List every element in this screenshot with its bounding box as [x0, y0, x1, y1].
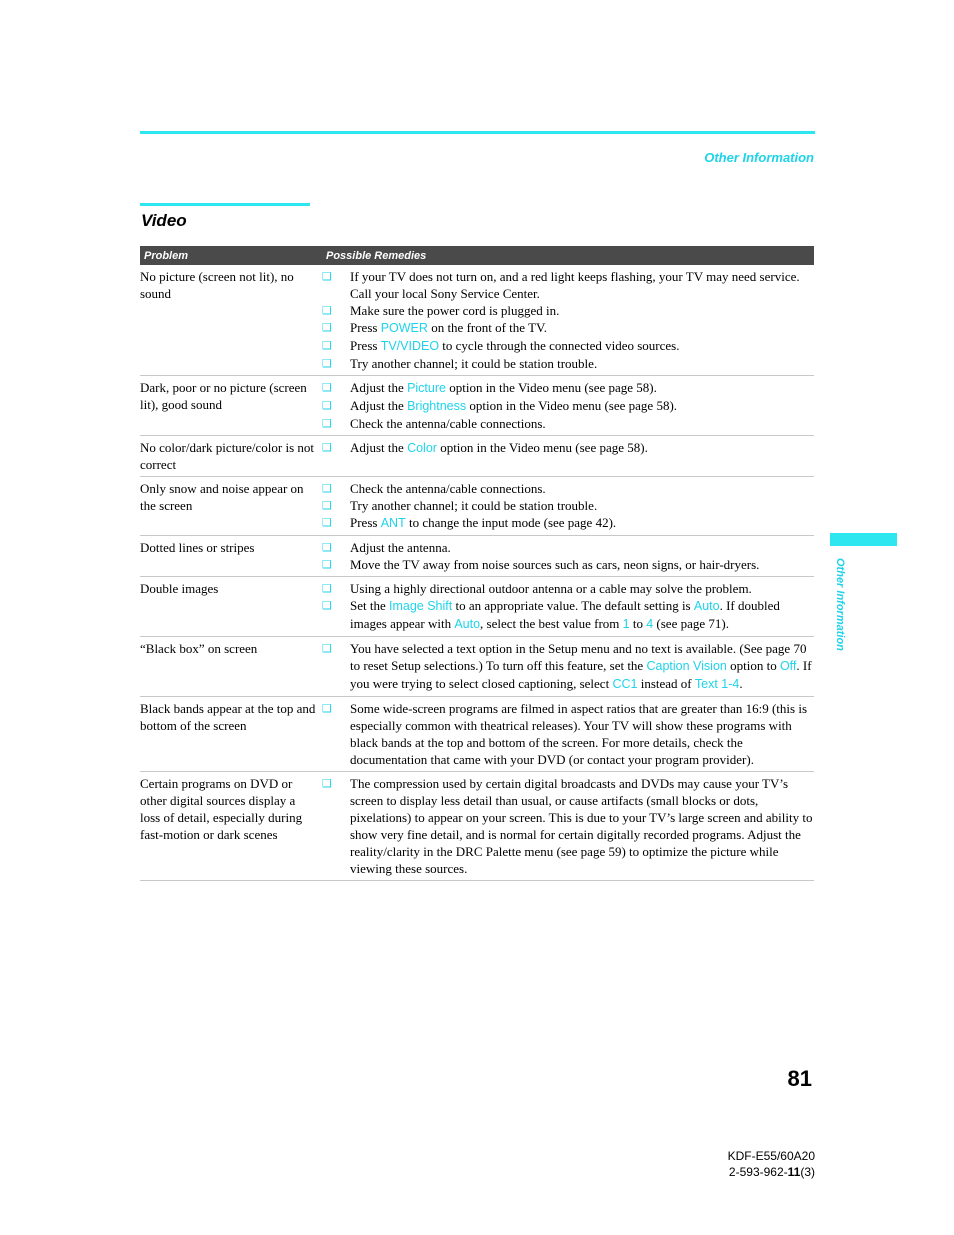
problem-cell: Dotted lines or stripes [140, 540, 255, 555]
checkbox-bullet-icon: ❑ [322, 642, 332, 655]
table-row [140, 536, 814, 577]
remedy-item [322, 337, 814, 355]
remedies-cell [322, 580, 814, 633]
remedy-item [322, 302, 814, 319]
remedy-text-segment: Adjust the [350, 440, 408, 455]
menu-option-name: Caption Vision [646, 659, 727, 673]
remedy-text [350, 319, 814, 337]
remedies-cell [322, 640, 814, 693]
remedy-text [350, 397, 814, 415]
table-row [140, 697, 814, 772]
remedy-text [350, 355, 814, 372]
checkbox-bullet-icon: ❑ [322, 482, 332, 495]
checkbox-bullet-icon: ❑ [322, 541, 332, 554]
remedy-text-segment: to an appropriate value. The default setting is [452, 598, 694, 613]
remedy-text-segment: on the front of the TV. [427, 320, 547, 335]
remedy-text [350, 775, 814, 877]
menu-option-name: 1 [622, 617, 630, 631]
checkbox-bullet-icon: ❑ [322, 441, 332, 454]
remedy-text-segment: Set the [350, 598, 389, 613]
problem-cell: No picture (screen not lit), no sound [140, 269, 294, 301]
problem-cell: “Black box” on screen [140, 641, 258, 656]
checkbox-bullet-icon: ❑ [322, 399, 332, 412]
remedy-text [350, 439, 814, 457]
menu-option-name: Picture [407, 381, 446, 395]
menu-option-name: ANT [380, 516, 406, 530]
remedy-text-segment: Move the TV away from noise sources such as cars, neon signs, or hair-dryers. [350, 557, 760, 572]
remedy-text [350, 514, 814, 532]
checkbox-bullet-icon: ❑ [322, 304, 332, 317]
remedy-text-segment: Make sure the power cord is plugged in. [350, 303, 560, 318]
checkbox-bullet-icon: ❑ [322, 582, 332, 595]
side-tab-marker [830, 533, 897, 546]
menu-option-name: Color [407, 441, 437, 455]
part-number-suffix: (3) [800, 1165, 815, 1179]
remedy-item [322, 775, 814, 877]
remedy-text-segment: to change the input mode (see page 42). [405, 515, 617, 530]
remedy-item [322, 480, 814, 497]
table-row [140, 265, 814, 376]
menu-option-name: TV/VIDEO [380, 339, 440, 353]
remedy-text-segment: You have selected a text option in the Setup menu and no text is available. (See page 70 to reset Setup selections.) To turn off this feature, set the [350, 641, 807, 673]
remedy-item [322, 415, 814, 432]
remedy-text-segment: Adjust the [350, 380, 408, 395]
part-number-bold: 11 [787, 1165, 801, 1179]
checkbox-bullet-icon: ❑ [322, 702, 332, 715]
problem-cell: Only snow and noise appear on the screen [140, 481, 304, 513]
checkbox-bullet-icon: ❑ [322, 417, 332, 430]
remedy-text [350, 337, 814, 355]
problem-cell: Certain programs on DVD or other digital sources display a loss of detail, especially during fast-motion or dark scenes [140, 776, 303, 842]
header-section-title: Other Information [704, 150, 814, 165]
remedy-item [322, 439, 814, 457]
remedy-text [350, 480, 814, 497]
remedy-text [350, 556, 814, 573]
section-rule [140, 203, 310, 206]
remedies-cell [322, 480, 814, 532]
remedy-text-segment: option in the Video menu (see page 58). [436, 440, 648, 455]
remedy-item [322, 379, 814, 397]
remedy-item [322, 539, 814, 556]
column-header-remedies: Possible Remedies [326, 249, 427, 262]
remedy-text-segment: Try another channel; it could be station trouble. [350, 498, 598, 513]
remedy-text-segment: (see page 71). [653, 616, 729, 631]
remedy-text-segment: The compression used by certain digital broadcasts and DVDs may cause your TV’s screen to display less detail than usual, or cause artifacts (small blocks or dots, pixelations) to appear on your screen. This is due to your TV’s large screen and ability to show very fine detail, and is normal for certain digitally recorded programs. Adjust the reality/clarity in the DRC Palette menu (see page 59) to optimize the picture while viewing these sources. [350, 776, 813, 876]
table-row [140, 376, 814, 436]
remedy-item [322, 355, 814, 372]
menu-option-name: Brightness [407, 399, 467, 413]
checkbox-bullet-icon: ❑ [322, 777, 332, 790]
checkbox-bullet-icon: ❑ [322, 516, 332, 529]
remedy-text-segment: If your TV does not turn on, and a red light keeps flashing, your TV may need service. Call your local Sony Service Center. [350, 269, 800, 301]
remedy-text-segment: Press [350, 338, 381, 353]
remedy-text-segment: Using a highly directional outdoor antenna or a cable may solve the problem. [350, 581, 752, 596]
table-header [140, 246, 814, 265]
remedy-text [350, 580, 814, 597]
remedy-item [322, 580, 814, 597]
remedy-text-segment: , select the best value from [480, 616, 623, 631]
checkbox-bullet-icon: ❑ [322, 558, 332, 571]
remedy-text [350, 640, 814, 693]
checkbox-bullet-icon: ❑ [322, 499, 332, 512]
checkbox-bullet-icon: ❑ [322, 599, 332, 612]
remedy-item [322, 514, 814, 532]
remedy-text-segment: Try another channel; it could be station trouble. [350, 356, 598, 371]
remedy-text-segment: Check the antenna/cable connections. [350, 416, 546, 431]
menu-option-name: Auto [693, 599, 720, 613]
menu-option-name: Image Shift [389, 599, 453, 613]
remedy-text [350, 415, 814, 432]
remedy-item [322, 700, 814, 768]
remedy-text [350, 597, 814, 633]
model-info [728, 1148, 815, 1180]
remedies-cell [322, 379, 814, 432]
remedies-cell [322, 539, 814, 573]
menu-option-name: POWER [380, 321, 428, 335]
remedy-text-segment: option to [726, 658, 780, 673]
checkbox-bullet-icon: ❑ [322, 321, 332, 334]
remedy-text-segment: option in the Video menu (see page 58). [466, 398, 678, 413]
troubleshooting-table [140, 246, 814, 881]
menu-option-name: Off [779, 659, 797, 673]
table-row [140, 436, 814, 477]
problem-cell: No color/dark picture/color is not correct [140, 440, 315, 472]
remedy-text-segment: . If doubled images appear with [350, 598, 780, 631]
page-number: 81 [787, 1066, 812, 1091]
remedy-text [350, 268, 814, 302]
problem-cell: Black bands appear at the top and bottom of the screen [140, 701, 316, 733]
remedy-text-segment: . [739, 676, 743, 691]
remedy-text-segment: Adjust the antenna. [350, 540, 451, 555]
problem-cell: Double images [140, 581, 219, 596]
table-row [140, 477, 814, 536]
problem-cell: Dark, poor or no picture (screen lit), good sound [140, 380, 307, 412]
remedy-text-segment: Adjust the [350, 398, 408, 413]
remedy-item [322, 397, 814, 415]
remedy-text-segment: Check the antenna/cable connections. [350, 481, 546, 496]
table-body [140, 265, 814, 881]
remedy-text [350, 497, 814, 514]
checkbox-bullet-icon: ❑ [322, 357, 332, 370]
table-row [140, 637, 814, 697]
remedy-text [350, 700, 814, 768]
remedy-text-segment: Press [350, 320, 381, 335]
remedy-text [350, 539, 814, 556]
remedy-text-segment: . If you were trying to select closed captioning, select [350, 658, 812, 691]
remedies-cell [322, 268, 814, 372]
remedy-item [322, 497, 814, 514]
menu-option-name: Auto [454, 617, 481, 631]
remedies-cell [322, 700, 814, 768]
menu-option-name: Text 1-4 [694, 677, 740, 691]
remedy-text-segment: option in the Video menu (see page 58). [445, 380, 657, 395]
remedy-text-segment: to cycle through the connected video sources. [439, 338, 680, 353]
table-row [140, 772, 814, 881]
checkbox-bullet-icon: ❑ [322, 381, 332, 394]
part-number-prefix: 2-593-962- [728, 1165, 788, 1179]
menu-option-name: 4 [646, 617, 654, 631]
remedy-text-segment: Some wide-screen programs are filmed in aspect ratios that are greater than 16:9 (this is especially common with theatrical releases). Your TV will show these programs with black bands at the top and bottom of the screen. For more details, check the documentation that came with your DVD (or contact your program provider). [350, 701, 808, 767]
remedy-item [322, 640, 814, 693]
remedy-item [322, 268, 814, 302]
table-row [140, 577, 814, 637]
column-header-problem: Problem [144, 249, 189, 262]
remedies-cell [322, 775, 814, 877]
model-number: KDF-E55/60A20 [727, 1149, 815, 1163]
remedy-text-segment: Press [350, 515, 381, 530]
part-number [728, 1164, 815, 1180]
remedy-text [350, 302, 814, 319]
menu-option-name: CC1 [612, 677, 638, 691]
remedy-item [322, 597, 814, 633]
header-rule [140, 131, 815, 134]
remedy-text-segment: instead of [637, 676, 695, 691]
checkbox-bullet-icon: ❑ [322, 270, 332, 283]
remedy-item [322, 556, 814, 573]
remedy-text [350, 379, 814, 397]
side-tab-label: Other Information [834, 558, 846, 651]
remedy-item [322, 319, 814, 337]
checkbox-bullet-icon: ❑ [322, 339, 332, 352]
section-title: Video [141, 211, 187, 230]
remedies-cell [322, 439, 814, 473]
remedy-text-segment: to [629, 616, 647, 631]
